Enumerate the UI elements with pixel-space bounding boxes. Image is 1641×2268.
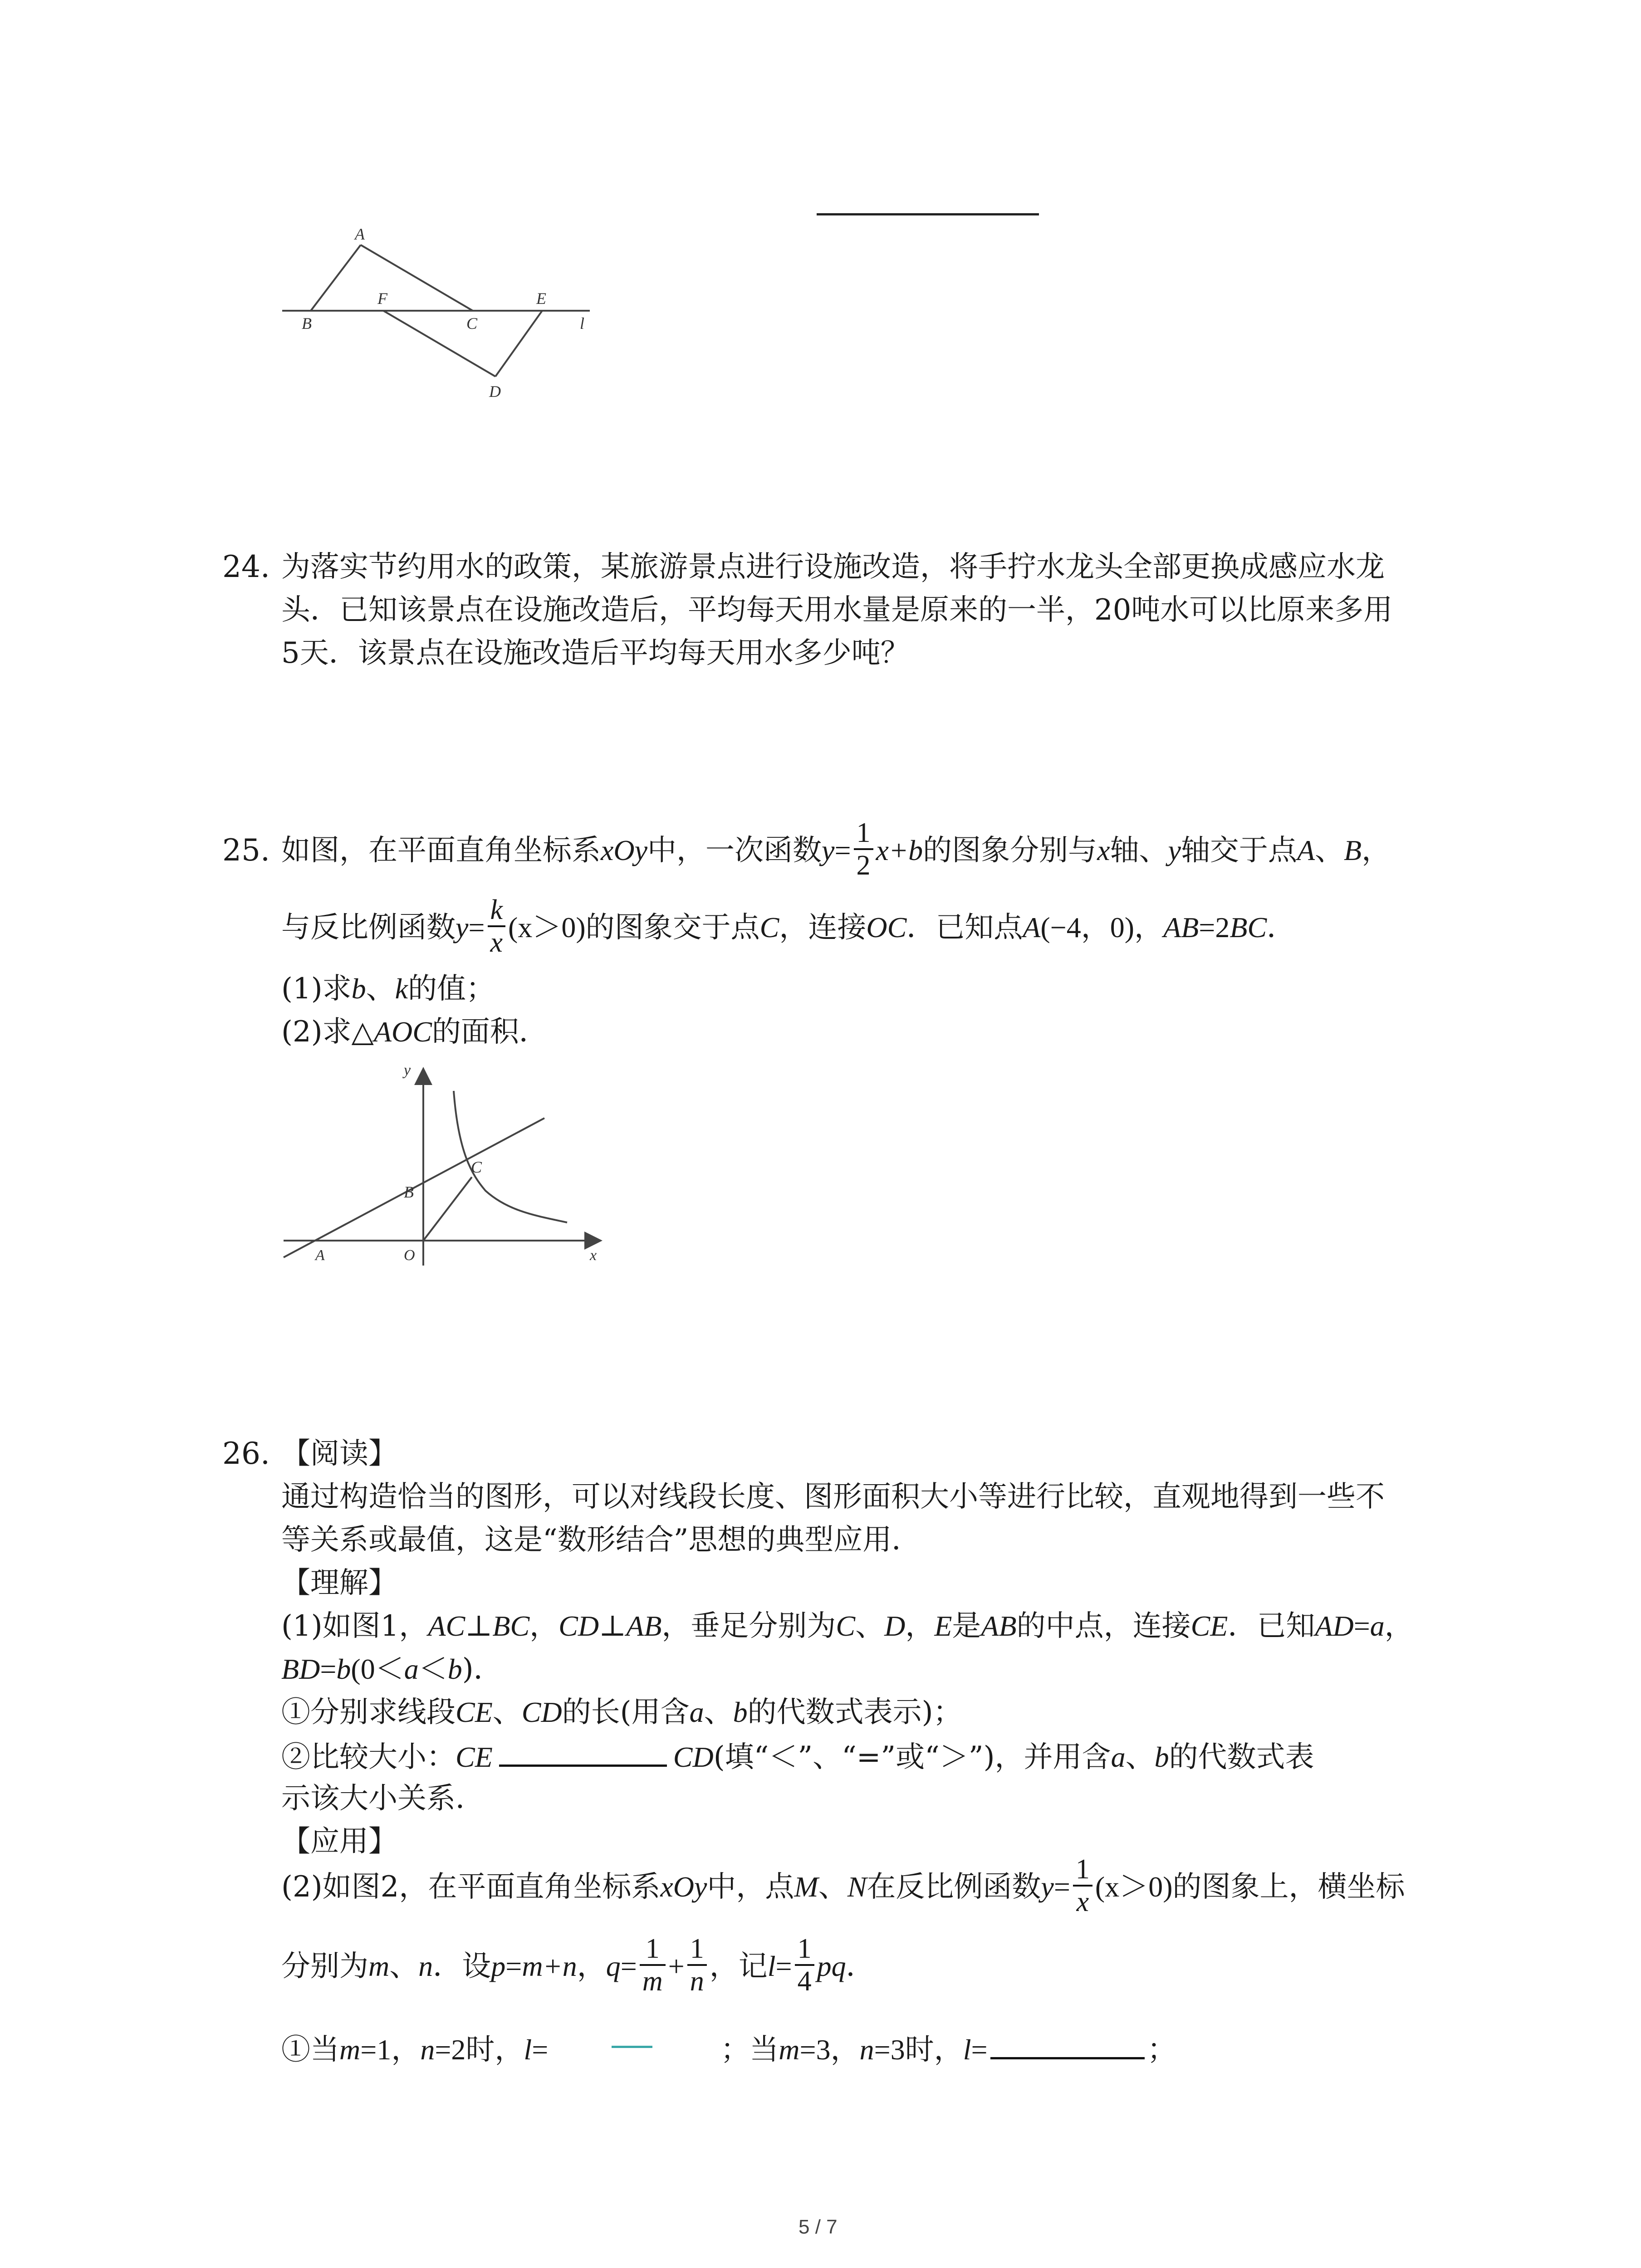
sub-question-1-2-cont: 示该大小关系． [281,1782,485,1815]
apply-line-2: 分别为m、n．设p=m+n，q= $\frac{1}{m}$ + $\frac{1}{n}$ ，记l= $\frac{1}{4}$ pq． [281,1933,875,1997]
label-F: F [377,289,387,308]
answer-blank-top[interactable] [817,213,1039,215]
sub-question-1: (1)求b、k的值； [281,972,495,1006]
page-number: 5 / 7 [798,2216,838,2238]
teal-dash-mark [612,2046,652,2048]
apply-line-1: (2)如图2，在平面直角坐标系xOy中，点M、N在反比例函数y= $\frac{1}{x}$ (x＞0)的图象上，横坐标 [281,1853,1405,1917]
section-heading-read: 【阅读】 [281,1437,397,1471]
segment-OC [423,1177,472,1241]
label-B: B [302,314,312,332]
question-number: 25. [222,833,270,868]
label-A: A [355,225,365,243]
paragraph-line: 通过构造恰当的图形，可以对线段长度、图形面积大小等进行比较，直观地得到一些不 [281,1480,1385,1514]
understand-line-2: BD=b(0＜a＜b)． [281,1652,503,1686]
label-D: D [489,382,501,401]
question-number: 26. [222,1436,270,1471]
fraction: $\frac{1}{n}$ [687,1933,707,1997]
fraction: $\frac{1}{2}$ [854,817,873,881]
question-text-line: 如图，在平面直角坐标系xOy中，一次函数y= $\frac{1}{2}$ x+b的图象分别与x轴、y轴交于点A、B， [281,817,1391,881]
answer-blank-l2[interactable] [990,2030,1145,2059]
figure-q25 [272,1061,617,1279]
sub-question-1-1: ①分别求线段CE、CD的长(用含a、b的代数式表示)； [281,1696,962,1729]
fraction: $\frac{k}{x}$ [488,894,506,958]
question-text-line: 与反比例函数y= $\frac{k}{x}$ (x＞0)的图象交于点C，连接OC．已知点A(−4，0)，AB=2BC． [281,894,1296,958]
sub-question-1-2: ②比较大小：CE CD(填“＜”、“=”或“＞”)，并用含a、b的代数式表 [281,1737,1314,1775]
label-C: C [466,314,478,332]
label-l: l [580,314,585,332]
label-B: B [404,1183,414,1201]
segment-DE [495,311,542,376]
label-E: E [536,289,546,308]
answer-blank-compare[interactable] [499,1737,667,1767]
section-heading-understand: 【理解】 [281,1566,397,1600]
question-text-line: 为落实节约用水的政策，某旅游景点进行设施改造，将手拧水龙头全部更换成感应水龙 [281,550,1385,584]
label-O: O [404,1247,415,1264]
paragraph-line: 等关系或最值，这是“数形结合”思想的典型应用． [281,1523,921,1557]
label-C: C [471,1158,482,1176]
label-y: y [404,1062,411,1079]
fraction: $\frac{1}{4}$ [795,1933,814,1997]
answer-blank-l1[interactable] [548,2032,720,2059]
section-heading-apply: 【应用】 [281,1825,397,1858]
sub-question-2: (2)求△AOC的面积． [281,1015,548,1049]
figure-q23 [272,218,617,408]
understand-line-1: (1)如图1，AC⊥BC，CD⊥AB，垂足分别为C、D，E是AB的中点，连接CE．已知AD=a， [281,1609,1414,1643]
label-x: x [590,1247,597,1264]
question-text-line: 5天．该景点在设施改造后平均每天用水多少吨？ [281,636,910,670]
sub-question-2-1: ①当m=1，n=2时，l= ；当m=3，n=3时，l= ； [281,2030,1176,2068]
segment-FD [383,311,495,376]
fraction: $\frac{1}{m}$ [640,1933,666,1997]
question-number: 24. [222,549,270,584]
question-text-line: 头．已知该景点在设施改造后，平均每天用水量是原来的一半，20吨水可以比原来多用 [281,593,1393,627]
linear-function-line [284,1118,544,1257]
segment-AB [311,245,361,311]
fraction: $\frac{1}{x}$ [1073,1854,1092,1917]
label-A: A [315,1247,325,1264]
